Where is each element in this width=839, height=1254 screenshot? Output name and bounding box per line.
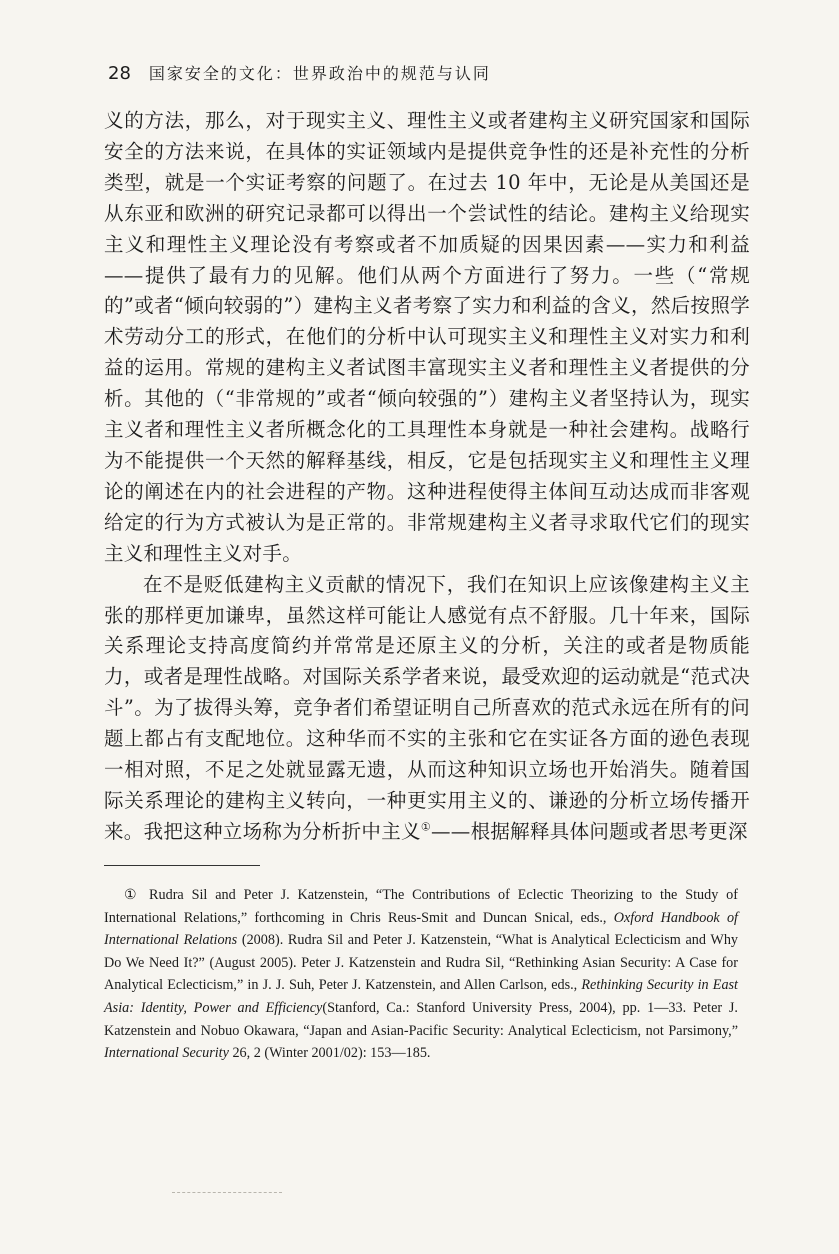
paragraph-2-text: 在不是贬低建构主义贡献的情况下，我们在知识上应该像建构主义主张的那样更加谦卑，虽然这样可能让人感觉有点不舒服。几十年来，国际关系理论支持高度简约并常常是还原主义的分析，关注的或者是物质能力，或者是理性战略。对国际关系学者来说，最受欢迎的运动就是“范式决斗”。为了拔得头筹，竞争者们希望证明自己所喜欢的范式永远在所有的问题上都占有支配地位。这种华而不实的主张和它在实证各方面的逊色表现一相对照，不足之处就显露无遗，从而这种知识立场也开始消失。随着国际关系理论的建构主义转向，一种更实用主义的、谦逊的分析立场传播开来。我把这种立场称为分析折中主义 bbox=[104, 572, 750, 843]
scan-artifact-line bbox=[172, 1192, 282, 1193]
footnote-text-1: Rudra Sil and Peter J. Katzenstein, “The Contributions of Eclectic Theorizing to the Study of International Relations,” forthcoming in Chris Reus-Smit and Duncan Snical, eds., bbox=[104, 887, 738, 926]
paragraph-2 bbox=[104, 570, 750, 848]
footnote-text-2: (2008). Rudra Sil and Peter J. Katzenstein, “What is Analytical Eclecticism and Why Do We Need It?” (August 2005). Peter J. Katzenstein and Rudra Sil, “Rethinking Asian Security: A Case for Analytical Eclecticism,” in J. J. Suh, Peter J. Katzenstein, and Allen Carlson, eds., bbox=[104, 932, 739, 994]
footnote-mark: ① bbox=[124, 887, 142, 903]
footnote-text-4: 26, 2 (Winter 2001/02): 153—185. bbox=[228, 1045, 431, 1062]
paragraph-2-tail: ——根据解释具体问题或者思考更深 bbox=[430, 819, 748, 843]
footnote-divider bbox=[104, 865, 260, 866]
body-text bbox=[104, 106, 750, 848]
paragraph-1: 义的方法，那么，对于现实主义、理性主义或者建构主义研究国家和国际安全的方法来说，在具体的实证领域内是提供竞争性的还是补充性的分析类型，就是一个实证考察的问题了。在过去 10 年中，无论是从美国还是从东亚和欧洲的研究记录都可以得出一个尝试性的结论。建构主义给现实主义和理性主义理论没有考察或者不加质疑的因果因素——实力和利益——提供了最有力的见解。他们从两个方面进行了努力。一些（“常规的”或者“倾向较弱的”）建构主义者考察了实力和利益的含义，然后按照学术劳动分工的形式，在他们的分析中认可现实主义和理性主义对实力和利益的运用。常规的建构主义者试图丰富现实主义者和理性主义者提供的分析。其他的（“非常规的”或者“倾向较强的”）建构主义者坚持认为，现实主义者和理性主义者所概念化的工具理性本身就是一种社会建构。战略行为不能提供一个天然的解释基线，相反，它是包括现实主义和理性主义理论的阐述在内的社会进程的产物。这种进程使得主体间互动达成而非客观给定的行为方式被认为是正常的。非常规建构主义者寻求取代它们的现实主义和理性主义对手。 bbox=[104, 109, 750, 565]
running-header bbox=[108, 62, 748, 86]
book-title: 国家安全的文化：世界政治中的规范与认同 bbox=[148, 64, 491, 83]
footnote-title-oxford-handbook: Oxford Handbook of International Relations bbox=[104, 909, 738, 949]
footnote bbox=[104, 884, 738, 1065]
footnote-text-3: (Stanford, Ca.: Stanford University Press, 2004), pp. 1—33. Peter J. Katzenstein and Nobuo Okawara, “Japan and Asian-Pacific Security: Analytical Eclecticism, not Parsimony,” bbox=[104, 999, 738, 1039]
footnote-reference[interactable]: ① bbox=[420, 820, 431, 834]
footnote-title-rethinking-security: Rethinking Security in East Asia: Identity, Power and Efficiency bbox=[104, 977, 738, 1016]
footnote-title-international-security: International Security bbox=[104, 1045, 229, 1062]
page-number: 28 bbox=[108, 63, 131, 84]
